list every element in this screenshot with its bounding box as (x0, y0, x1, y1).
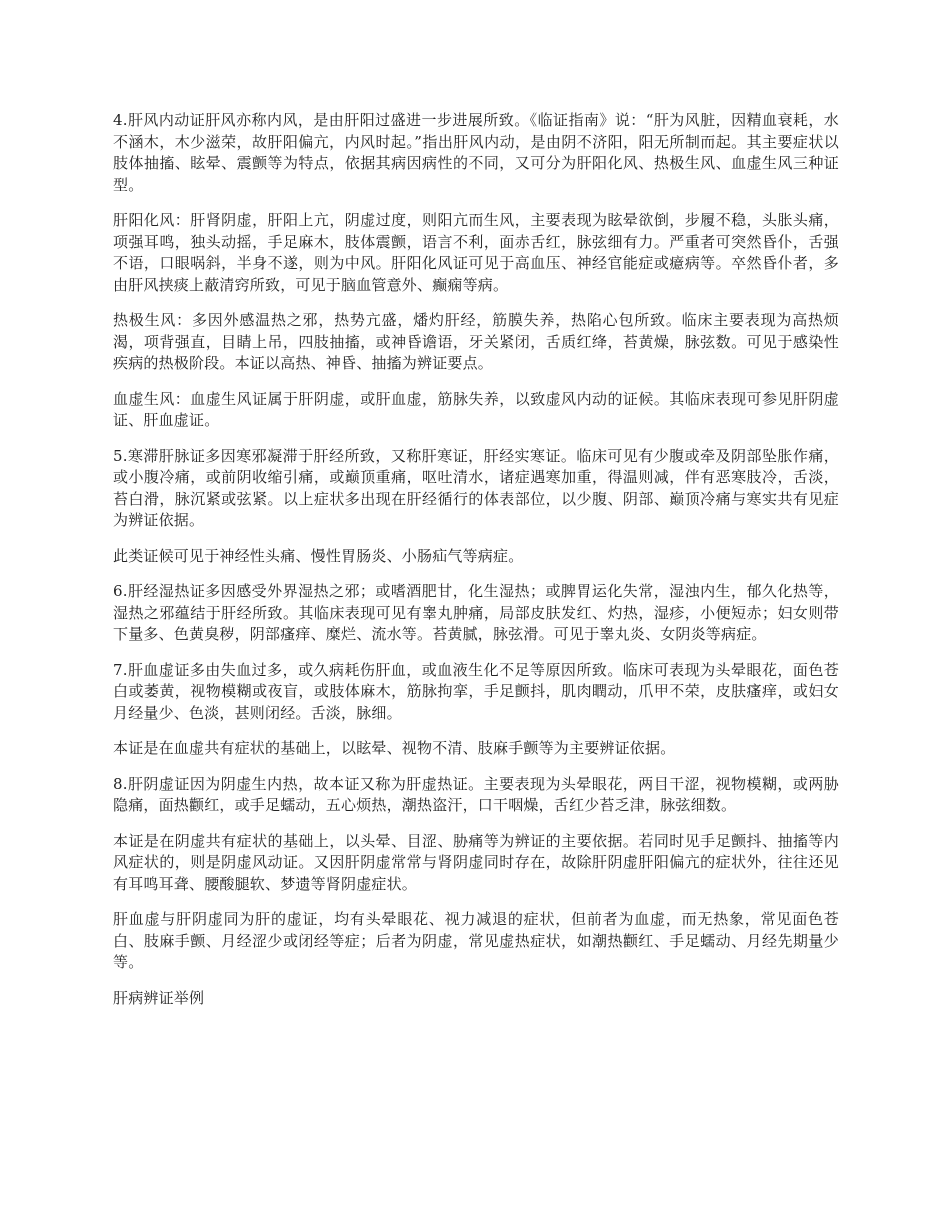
paragraph-blood-deficiency-basis: 本证是在血虚共有症状的基础上，以眩晕、视物不清、肢麻手颤等为主要辨证依据。 (113, 739, 676, 757)
document-page (113, 110, 839, 1023)
paragraph-comparison: 肝血虚与肝阴虚同为肝的虚证，均有头晕眼花、视力减退的症状，但前者为血虚，而无热象，常见面色苍白、肢麻手颤、月经涩少或闭经等症；后者为阴虚，常见虚热症状，如潮热颧红、手足蠕动、月经先期量少等。 (113, 910, 839, 971)
paragraph-liver-yin-deficiency: 8.肝阴虚证因为阴虚生内热，故本证又称为肝虚热证。主要表现为头晕眼花，两目干涩，视物模糊，或两胁隐痛，面热颧红，或手足蠕动，五心烦热，潮热盗汗，口干咽燥，舌红少苔乏津，脉弦细数。 (113, 774, 839, 814)
paragraph-cold-stagnation: 5.寒滞肝脉证多因寒邪凝滞于肝经所致，又称肝寒证，肝经实寒证。临床可见有少腹或牵及阴部坠胀作痛，或小腹冷痛，或前阴收缩引痛，或巅顶重痛，呕吐清水，诸症遇寒加重，得温则减，伴有恶寒肢冷，舌淡，苔白滑，脉沉紧或弦紧。以上症状多出现在肝经循行的体表部位，以少腹、阴部、巅顶冷痛与寒实共有见症为辨证依据。 (113, 446, 839, 529)
paragraph-yin-deficiency-basis: 本证是在阴虚共有症状的基础上，以头晕、目涩、胁痛等为辨证的主要依据。若同时见手足颤抖、抽搐等内风症状的，则是阴虚风动证。又因肝阴虚常常与肾阴虚同时存在，故除肝阴虚肝阳偏亢的症状外，往往还见有耳鸣耳聋、腰酸腿软、梦遗等肾阴虚症状。 (113, 831, 839, 893)
paragraph-blood-deficiency-wind: 血虚生风：血虚生风证属于肝阴虚，或肝血虚，筋脉失养，以致虚风内动的证候。其临床表现可参见肝阴虚证、肝血虚证。 (113, 389, 839, 429)
paragraph-cold-stagnation-diseases: 此类证候可见于神经性头痛、慢性胃肠炎、小肠疝气等病症。 (113, 546, 524, 565)
section-heading-examples: 肝病辨证举例 (113, 988, 205, 1007)
paragraph-extreme-heat-wind: 热极生风：多因外感温热之邪，热势亢盛，燔灼肝经，筋膜失养，热陷心包所致。临床主要表现为高热烦渴，项背强直，目睛上吊，四肢抽搐，或神昏谵语，牙关紧闭，舌质红绛，苔黄燥，脉弦数。可见于感染性疾病的热极阶段。本证以高热、神昏、抽搐为辨证要点。 (113, 311, 839, 372)
paragraph-liver-wind: 4.肝风内动证肝风亦称内风，是由肝阳过盛进一步进展所致。《临证指南》说：“肝为风脏，因精血衰耗，水不涵木，木少滋荣，故肝阳偏亢，内风时起。”指出肝风内动，是由阴不济阳，阳无所制而起。其主要症状以肢体抽搐、眩晕、震颤等为特点，依据其病因病性的不同，又可分为肝阳化风、热极生风、血虚生风三种证型。 (113, 111, 839, 194)
paragraph-liver-blood-deficiency: 7.肝血虚证多由失血过多，或久病耗伤肝血，或血液生化不足等原因所致。临床可表现为头晕眼花，面色苍白或萎黄，视物模糊或夜盲，或肢体麻木，筋脉拘挛，手足颤抖，肌肉瞤动，爪甲不荣，皮肤瘙痒，或妇女月经量少、色淡，甚则闭经。舌淡，脉细。 (113, 660, 839, 722)
paragraph-liver-yang-wind: 肝阳化风：肝肾阴虚，肝阳上亢，阴虚过度，则阳亢而生风，主要表现为眩晕欲倒，步履不稳，头胀头痛，项强耳鸣，独头动摇，手足麻木，肢体震颤，语言不利，面赤舌红，脉弦细有力。严重者可突然昏仆，舌强不语，口眼㖞斜，半身不遂，则为中风。肝阳化风证可见于高血压、神经官能症或癔病等。卒然昏仆者，多由肝风挟痰上蔽清窍所致，可见于脑血管意外、癫痫等病。 (113, 211, 839, 294)
paragraph-damp-heat: 6.肝经湿热证多因感受外界湿热之邪；或嗜酒肥甘，化生湿热；或脾胃运化失常，湿浊内生，郁久化热等，湿热之邪蕴结于肝经所致。其临床表现可见有睾丸肿痛，局部皮肤发红、灼热，湿疹，小便短赤；妇女则带下量多、色黄臭秽，阴部瘙痒、糜烂、流水等。苔黄腻，脉弦滑。可见于睾丸炎、女阴炎等病症。 (113, 582, 839, 643)
